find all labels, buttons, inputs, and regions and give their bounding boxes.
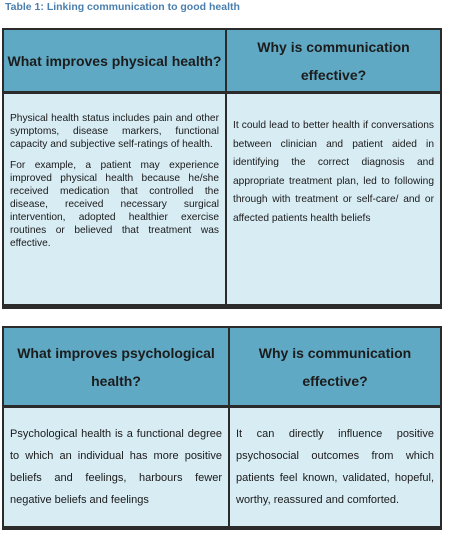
physical-health-paragraph-2: For example, a patient may experience improved physical health because he/she received medication that controlled the disease, received necessary surgical intervention, adopted healthier exercise routines or believed that treatment was effective.	[10, 160, 219, 249]
physical-health-communication-reason: It could lead to better health if conversations between clinician and patient aided in identifying the correct diagnosis and appropriate treatment plan, led to following through with treatment or self-care/ and or affected patients health beliefs	[227, 94, 440, 304]
psychological-health-table	[2, 326, 442, 530]
table-header-row	[4, 30, 440, 91]
table-header-row	[4, 328, 440, 405]
physical-health-paragraph-1: Physical health status includes pain and other symptoms, disease markers, functional capacity and subjective self-ratings of health.	[10, 113, 219, 150]
physical-health-table	[2, 28, 442, 309]
psychological-health-description: Psychological health is a functional degree to which an individual has more positive beliefs and feelings, harbours fewer negative beliefs and feelings	[4, 408, 228, 526]
physical-health-description	[4, 94, 225, 304]
header-what-improves-psychological: What improves psychological health?	[17, 344, 215, 389]
psychological-health-communication-reason: It can directly influence positive psychosocial outcomes from which patients feel known, validated, hopeful, worthy, reassured and comforted.	[230, 408, 440, 526]
table-caption: Table 1: Linking communication to good health	[5, 1, 240, 13]
table-body-row	[4, 94, 440, 304]
header-why-communication-effective: Why is communication effective?	[257, 38, 410, 83]
header-what-improves-physical: What improves physical health?	[7, 52, 222, 69]
header-why-communication-effective: Why is communication effective?	[258, 344, 412, 389]
table-body-row	[4, 408, 440, 526]
